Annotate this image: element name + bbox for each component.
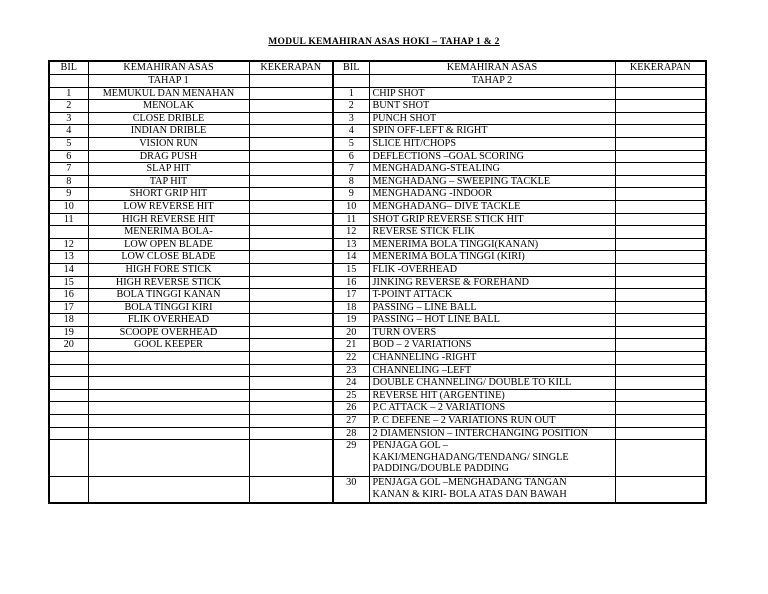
bil-1-cell: 17 bbox=[49, 301, 88, 314]
kekerapan-1-cell bbox=[249, 402, 333, 415]
skill-2-cell: SLICE HIT/CHOPS bbox=[369, 137, 615, 150]
skill-1-cell: HIGH FORE STICK bbox=[88, 263, 249, 276]
kekerapan-2-cell bbox=[615, 402, 706, 415]
bil-1-cell: 2 bbox=[49, 100, 88, 113]
kekerapan-1-cell bbox=[249, 301, 333, 314]
table-row bbox=[49, 314, 706, 327]
bil-1-cell: 10 bbox=[49, 200, 88, 213]
skill-1-cell bbox=[88, 352, 249, 365]
table-row bbox=[49, 477, 706, 504]
table-row bbox=[49, 364, 706, 377]
skill-1-cell: FLIK OVERHEAD bbox=[88, 314, 249, 327]
kekerapan-1-cell bbox=[249, 477, 333, 504]
kekerapan-2-cell bbox=[615, 125, 706, 138]
header-bil-1: BIL bbox=[49, 61, 88, 75]
bil-1-cell: 3 bbox=[49, 112, 88, 125]
bil-2-cell: 4 bbox=[333, 125, 369, 138]
bil-1-cell: 12 bbox=[49, 238, 88, 251]
table-row bbox=[49, 276, 706, 289]
header-bil-2: BIL bbox=[333, 61, 369, 75]
skill-2-cell: DEFLECTIONS –GOAL SCORING bbox=[369, 150, 615, 163]
kekerapan-1-cell bbox=[249, 289, 333, 302]
tahap-2-label: TAHAP 2 bbox=[369, 75, 615, 88]
kekerapan-2-cell bbox=[615, 276, 706, 289]
bil-1-cell bbox=[49, 377, 88, 390]
bil-2-cell: 30 bbox=[333, 477, 369, 504]
skill-line: PADDING/DOUBLE PADDING bbox=[372, 463, 510, 475]
bil-2-cell: 13 bbox=[333, 238, 369, 251]
table-row bbox=[49, 163, 706, 176]
kekerapan-1-cell bbox=[249, 427, 333, 440]
bil-1-cell: 14 bbox=[49, 263, 88, 276]
kekerapan-1-cell bbox=[249, 415, 333, 428]
bil-2-cell: 25 bbox=[333, 389, 369, 402]
kekerapan-1-cell bbox=[249, 389, 333, 402]
skill-1-cell bbox=[88, 477, 249, 504]
skill-2-cell: PASSING – LINE BALL bbox=[369, 301, 615, 314]
kekerapan-2-cell bbox=[615, 415, 706, 428]
bil-1-cell: 1 bbox=[49, 87, 88, 100]
skill-1-cell: DRAG PUSH bbox=[88, 150, 249, 163]
bil-1-cell bbox=[49, 389, 88, 402]
kekerapan-1-cell bbox=[249, 440, 333, 477]
skill-1-cell: SLAP HIT bbox=[88, 163, 249, 176]
table-row bbox=[49, 87, 706, 100]
kekerapan-2-cell bbox=[615, 188, 706, 201]
skill-1-cell: HIGH REVERSE STICK bbox=[88, 276, 249, 289]
kekerapan-1-cell bbox=[249, 125, 333, 138]
kekerapan-1-cell bbox=[249, 326, 333, 339]
bil-2-cell: 3 bbox=[333, 112, 369, 125]
bil-2-cell: 20 bbox=[333, 326, 369, 339]
document-title: MODUL KEMAHIRAN ASAS HOKI – TAHAP 1 & 2 bbox=[268, 37, 500, 47]
bil-1-cell bbox=[49, 352, 88, 365]
kekerapan-2-cell bbox=[615, 226, 706, 239]
bil-1-cell: 9 bbox=[49, 188, 88, 201]
skill-2-cell: SPIN OFF-LEFT & RIGHT bbox=[369, 125, 615, 138]
skill-2-cell: T-POINT ATTACK bbox=[369, 289, 615, 302]
header-kemahiran-2: KEMAHIRAN ASAS bbox=[369, 61, 615, 75]
table-row bbox=[49, 100, 706, 113]
bil-2-cell: 27 bbox=[333, 415, 369, 428]
bil-2-cell: 26 bbox=[333, 402, 369, 415]
table-row bbox=[49, 402, 706, 415]
table-row bbox=[49, 226, 706, 239]
skill-2-cell: CHIP SHOT bbox=[369, 87, 615, 100]
kekerapan-2-cell bbox=[615, 314, 706, 327]
skill-2-cell: CHANNELING –LEFT bbox=[369, 364, 615, 377]
kekerapan-2-cell bbox=[615, 213, 706, 226]
bil-2-cell: 11 bbox=[333, 213, 369, 226]
skill-1-cell: MENERIMA BOLA- bbox=[88, 226, 249, 239]
skill-line: KANAN & KIRI- BOLA ATAS DAN BAWAH bbox=[372, 488, 567, 500]
skill-1-cell: BOLA TINGGI KANAN bbox=[88, 289, 249, 302]
kekerapan-2-cell bbox=[615, 301, 706, 314]
kekerapan-1-cell bbox=[249, 150, 333, 163]
kekerapan-2-cell bbox=[615, 364, 706, 377]
kekerapan-1-cell bbox=[249, 87, 333, 100]
skill-2-cell: TURN OVERS bbox=[369, 326, 615, 339]
skill-line: PENJAGA GOL –MENGHADANG TANGAN bbox=[372, 477, 567, 489]
skill-2-cell: MENGHADANG -INDOOR bbox=[369, 188, 615, 201]
skill-1-cell bbox=[88, 415, 249, 428]
table-row bbox=[49, 112, 706, 125]
bil-1-cell: 19 bbox=[49, 326, 88, 339]
table-row bbox=[49, 188, 706, 201]
skill-2-cell: FLIK -OVERHEAD bbox=[369, 263, 615, 276]
kekerapan-1-cell bbox=[249, 112, 333, 125]
skill-line: PENJAGA GOL – bbox=[372, 440, 448, 452]
table-row bbox=[49, 415, 706, 428]
skill-2-cell: DOUBLE CHANNELING/ DOUBLE TO KILL bbox=[369, 377, 615, 390]
kekerapan-1-cell bbox=[249, 263, 333, 276]
kekerapan-1-cell bbox=[249, 175, 333, 188]
skill-2-cell: MENGHADANG– DIVE TACKLE bbox=[369, 200, 615, 213]
kekerapan-1-cell bbox=[249, 314, 333, 327]
header-kemahiran-1: KEMAHIRAN ASAS bbox=[88, 61, 249, 75]
skill-1-cell bbox=[88, 389, 249, 402]
kekerapan-2-cell bbox=[615, 251, 706, 264]
bil-1-cell: 4 bbox=[49, 125, 88, 138]
skills-table bbox=[48, 60, 707, 504]
table-row bbox=[49, 175, 706, 188]
kekerapan-1-cell bbox=[249, 339, 333, 352]
kekerapan-1-cell bbox=[249, 251, 333, 264]
skill-2-cell: BOD – 2 VARIATIONS bbox=[369, 339, 615, 352]
bil-1-cell bbox=[49, 427, 88, 440]
kekerapan-1-cell bbox=[249, 137, 333, 150]
table-row bbox=[49, 200, 706, 213]
bil-2-cell: 24 bbox=[333, 377, 369, 390]
kekerapan-2-cell bbox=[615, 352, 706, 365]
kekerapan-1-cell bbox=[249, 213, 333, 226]
kekerapan-1-cell bbox=[249, 226, 333, 239]
table-row bbox=[49, 339, 706, 352]
bil-2-cell: 6 bbox=[333, 150, 369, 163]
kekerapan-1-cell bbox=[249, 163, 333, 176]
kekerapan-2-cell bbox=[615, 200, 706, 213]
table-row bbox=[49, 389, 706, 402]
kekerapan-2-cell bbox=[615, 163, 706, 176]
skill-1-cell bbox=[88, 427, 249, 440]
kekerapan-2-cell bbox=[615, 150, 706, 163]
skill-1-cell bbox=[88, 377, 249, 390]
bil-2-cell: 15 bbox=[333, 263, 369, 276]
skill-1-cell: SCOOPE OVERHEAD bbox=[88, 326, 249, 339]
kekerapan-1-cell bbox=[249, 188, 333, 201]
skill-1-cell bbox=[88, 364, 249, 377]
bil-1-cell: 18 bbox=[49, 314, 88, 327]
table-row bbox=[49, 289, 706, 302]
bil-1-cell: 7 bbox=[49, 163, 88, 176]
kekerapan-1-cell bbox=[249, 352, 333, 365]
skill-2-cell: MENGHADANG-STEALING bbox=[369, 163, 615, 176]
skill-2-cell: JINKING REVERSE & FOREHAND bbox=[369, 276, 615, 289]
skill-2-cell: P.C ATTACK – 2 VARIATIONS bbox=[369, 402, 615, 415]
skill-1-cell: LOW OPEN BLADE bbox=[88, 238, 249, 251]
skill-2-cell: 2 DIAMENSION – INTERCHANGING POSITION bbox=[369, 427, 615, 440]
kekerapan-2-cell bbox=[615, 389, 706, 402]
kekerapan-2-cell bbox=[615, 326, 706, 339]
table-row bbox=[49, 352, 706, 365]
kekerapan-1-cell bbox=[249, 100, 333, 113]
skill-1-cell bbox=[88, 402, 249, 415]
table-row bbox=[49, 440, 706, 477]
bil-1-cell bbox=[49, 364, 88, 377]
table-row bbox=[49, 238, 706, 251]
bil-1-cell: 16 bbox=[49, 289, 88, 302]
kekerapan-2-cell bbox=[615, 263, 706, 276]
bil-2-cell: 23 bbox=[333, 364, 369, 377]
bil-1-cell: 6 bbox=[49, 150, 88, 163]
skill-1-cell: TAP HIT bbox=[88, 175, 249, 188]
bil-1-cell: 11 bbox=[49, 213, 88, 226]
kekerapan-1-cell bbox=[249, 364, 333, 377]
bil-2-cell: 7 bbox=[333, 163, 369, 176]
skill-2-cell bbox=[369, 440, 615, 477]
header-kekerapan-2: KEKERAPAN bbox=[615, 61, 706, 75]
skill-1-cell: LOW REVERSE HIT bbox=[88, 200, 249, 213]
skill-1-cell: HIGH REVERSE HIT bbox=[88, 213, 249, 226]
table-row bbox=[49, 301, 706, 314]
table-row bbox=[49, 125, 706, 138]
skill-2-cell bbox=[369, 477, 615, 504]
skill-1-cell: VISION RUN bbox=[88, 137, 249, 150]
skill-2-cell: REVERSE HIT (ARGENTINE) bbox=[369, 389, 615, 402]
kekerapan-2-cell bbox=[615, 339, 706, 352]
skill-line: KAKI/MENGHADANG/TENDANG/ SINGLE bbox=[372, 451, 569, 463]
bil-2-cell: 29 bbox=[333, 440, 369, 477]
bil-2-cell: 21 bbox=[333, 339, 369, 352]
kekerapan-1-cell bbox=[249, 276, 333, 289]
table-row bbox=[49, 213, 706, 226]
table-row bbox=[49, 251, 706, 264]
bil-2-cell: 2 bbox=[333, 100, 369, 113]
skill-1-cell: INDIAN DRIBLE bbox=[88, 125, 249, 138]
header-kekerapan-1: KEKERAPAN bbox=[249, 61, 333, 75]
bil-2-cell: 28 bbox=[333, 427, 369, 440]
bil-1-cell bbox=[49, 440, 88, 477]
bil-2-cell: 16 bbox=[333, 276, 369, 289]
bil-2-cell: 22 bbox=[333, 352, 369, 365]
kekerapan-2-cell bbox=[615, 100, 706, 113]
kekerapan-2-cell bbox=[615, 137, 706, 150]
bil-2-cell: 12 bbox=[333, 226, 369, 239]
skill-2-cell: P. C DEFENE – 2 VARIATIONS RUN OUT bbox=[369, 415, 615, 428]
kekerapan-2-cell bbox=[615, 427, 706, 440]
table-row bbox=[49, 377, 706, 390]
bil-1-cell: 15 bbox=[49, 276, 88, 289]
skill-1-cell bbox=[88, 440, 249, 477]
kekerapan-2-cell bbox=[615, 175, 706, 188]
kekerapan-2-cell bbox=[615, 289, 706, 302]
skill-2-cell: MENERIMA BOLA TINGGI(KANAN) bbox=[369, 238, 615, 251]
bil-1-cell: 8 bbox=[49, 175, 88, 188]
table-row bbox=[49, 150, 706, 163]
skill-1-cell: LOW CLOSE BLADE bbox=[88, 251, 249, 264]
kekerapan-2-cell bbox=[615, 377, 706, 390]
bil-2-cell: 18 bbox=[333, 301, 369, 314]
skill-1-cell: SHORT GRIP HIT bbox=[88, 188, 249, 201]
skill-2-cell: SHOT GRIP REVERSE STICK HIT bbox=[369, 213, 615, 226]
kekerapan-2-cell bbox=[615, 87, 706, 100]
skill-1-cell: CLOSE DRIBLE bbox=[88, 112, 249, 125]
skill-1-cell: GOOL KEEPER bbox=[88, 339, 249, 352]
bil-2-cell: 9 bbox=[333, 188, 369, 201]
tahap-row bbox=[49, 75, 706, 88]
kekerapan-2-cell bbox=[615, 112, 706, 125]
bil-1-cell bbox=[49, 226, 88, 239]
header-row bbox=[49, 61, 706, 75]
tahap-1-label: TAHAP 1 bbox=[88, 75, 249, 88]
kekerapan-1-cell bbox=[249, 238, 333, 251]
skill-2-cell: CHANNELING -RIGHT bbox=[369, 352, 615, 365]
kekerapan-2-cell bbox=[615, 440, 706, 477]
bil-1-cell: 13 bbox=[49, 251, 88, 264]
bil-2-cell: 10 bbox=[333, 200, 369, 213]
table-row bbox=[49, 137, 706, 150]
skill-2-cell: MENGHADANG – SWEEPING TACKLE bbox=[369, 175, 615, 188]
bil-1-cell: 5 bbox=[49, 137, 88, 150]
kekerapan-1-cell bbox=[249, 200, 333, 213]
skill-2-cell: BUNT SHOT bbox=[369, 100, 615, 113]
skill-1-cell: BOLA TINGGI KIRI bbox=[88, 301, 249, 314]
skill-2-cell: MENERIMA BOLA TINGGI (KIRI) bbox=[369, 251, 615, 264]
table-row bbox=[49, 326, 706, 339]
skill-1-cell: MEMUKUL DAN MENAHAN bbox=[88, 87, 249, 100]
bil-2-cell: 1 bbox=[333, 87, 369, 100]
bil-1-cell bbox=[49, 477, 88, 504]
kekerapan-2-cell bbox=[615, 477, 706, 504]
kekerapan-1-cell bbox=[249, 377, 333, 390]
skill-2-cell: REVERSE STICK FLIK bbox=[369, 226, 615, 239]
bil-1-cell bbox=[49, 402, 88, 415]
bil-2-cell: 17 bbox=[333, 289, 369, 302]
skill-2-cell: PUNCH SHOT bbox=[369, 112, 615, 125]
bil-2-cell: 8 bbox=[333, 175, 369, 188]
bil-2-cell: 14 bbox=[333, 251, 369, 264]
bil-1-cell: 20 bbox=[49, 339, 88, 352]
skill-1-cell: MENOLAK bbox=[88, 100, 249, 113]
kekerapan-2-cell bbox=[615, 238, 706, 251]
table-row bbox=[49, 263, 706, 276]
table-row bbox=[49, 427, 706, 440]
bil-2-cell: 5 bbox=[333, 137, 369, 150]
skill-2-cell: PASSING – HOT LINE BALL bbox=[369, 314, 615, 327]
bil-1-cell bbox=[49, 415, 88, 428]
bil-2-cell: 19 bbox=[333, 314, 369, 327]
